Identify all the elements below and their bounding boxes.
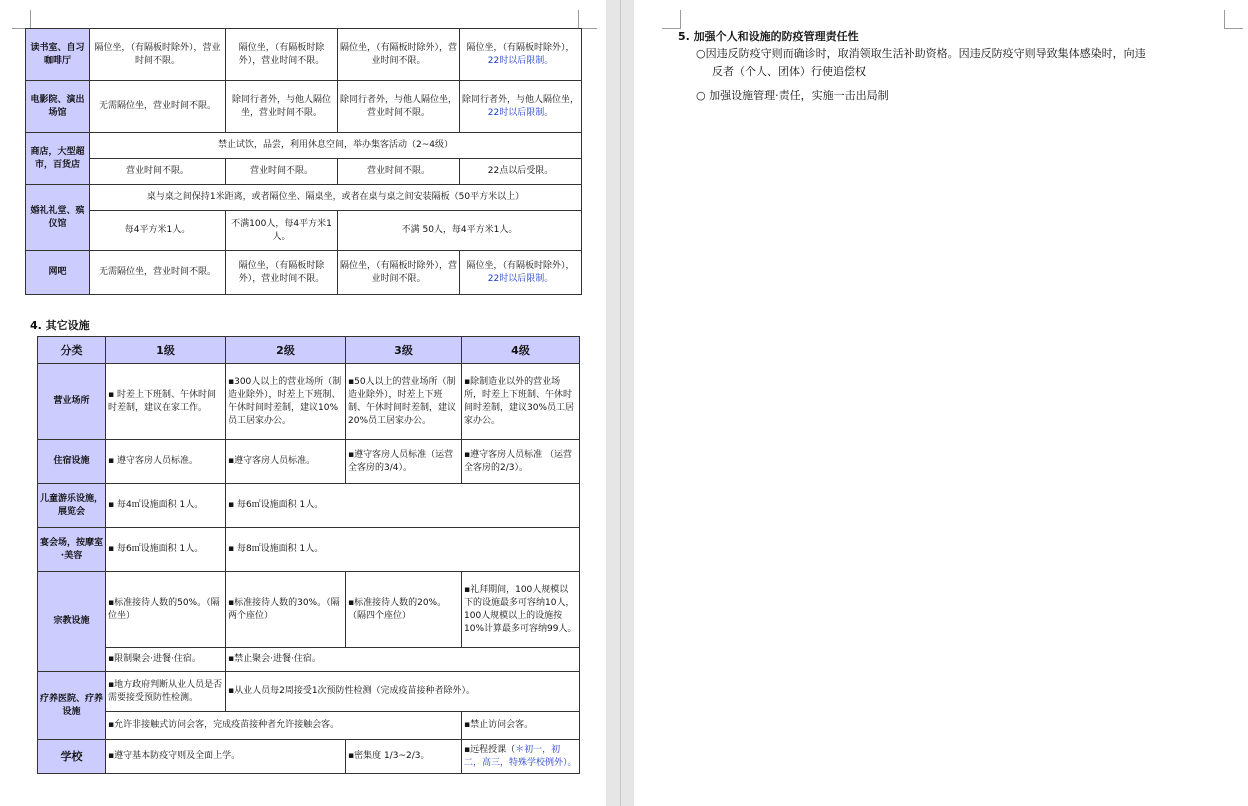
table-cell: ▪从业人员每2周接受1次预防性检测（完成疫苗接种者除外）。 [226, 672, 580, 712]
table-row [26, 185, 582, 211]
table-cell: ▪除制造业以外的营业场所，时差上下班制、午休时间时差制，建议30%员工居家办公。 [462, 364, 580, 440]
table-cell: 禁止试饮，品尝，利用休息空间，举办集客活动（2~4级） [90, 133, 582, 159]
cell-text: 隔位坐，（有隔板时除外）， [466, 42, 575, 53]
table-cell: ▪标准接待人数的20%。（隔四个座位） [346, 572, 462, 648]
table-cell: ▪ 每8㎡设施面积 1人。 [226, 528, 580, 572]
row-label: 读书室、自习咖啡厅 [26, 29, 90, 81]
table-cell [460, 251, 582, 295]
table-cell: ▪300人以上的营业场所（制造业除外），时差上下班制、午休时间时差制，建议10%员工居家办公。 [226, 364, 346, 440]
table-cell: 隔位坐，（有隔板时除外），营业时间不限。 [226, 29, 338, 81]
table-cell: ▪允许非接触式访问会客，完成疫苗接种者允许接触会客。 [106, 712, 462, 740]
row-label: 宗教设施 [38, 572, 106, 672]
table-cell: ▪礼拜期间，100人规模以下的设施最多可容纳10人，100人规模以上的设施按10%计算最多可容纳99人。 [462, 572, 580, 648]
table-row [38, 528, 580, 572]
cell-text: ▪远程授课（ [464, 744, 516, 755]
row-label: 儿童游乐设施，展览会 [38, 484, 106, 528]
table-row [26, 81, 582, 133]
table-row [38, 484, 580, 528]
table-cell: 隔位坐，（有隔板时除外），营业时间不限。 [90, 29, 226, 81]
table-row [38, 648, 580, 672]
row-label: 商店，大型超市，百货店 [26, 133, 90, 185]
column-header: 4级 [462, 337, 580, 364]
table-cell: 无需隔位坐，营业时间不限。 [90, 81, 226, 133]
row-label: 学校 [38, 740, 106, 774]
table-cell: ▪地方政府判断从业人员是否需要接受预防性检测。 [106, 672, 226, 712]
table-cell [460, 29, 582, 81]
cell-text-highlight: 22时以后限制。 [487, 107, 554, 118]
section-heading: 5. 加强个人和设施的防疫管理责任性 [678, 30, 859, 43]
margin-corner-mark [1224, 10, 1243, 29]
facility-table-1 [25, 28, 582, 295]
table-cell: 桌与桌之间保持1米距离，或者隔位坐、隔桌坐，或者在桌与桌之间安装隔板（50平方米以上） [90, 185, 582, 211]
table-row [38, 672, 580, 712]
row-label: 营业场所 [38, 364, 106, 440]
table-cell: 营业时间不限。 [338, 159, 460, 185]
table-cell: ▪密集度 1/3~2/3。 [346, 740, 462, 774]
table-cell: ▪禁止聚会·进餐·住宿。 [226, 648, 580, 672]
table-cell: ▪ 遵守客房人员标准。 [106, 440, 226, 484]
table-cell: 无需隔位坐，营业时间不限。 [90, 251, 226, 295]
table-cell: ▪标准接待人数的30%。（隔两个座位） [226, 572, 346, 648]
cell-text: 除同行者外，与他人隔位坐， [462, 94, 580, 105]
section-heading: 4. 其它设施 [30, 319, 90, 332]
cell-text-highlight: 22时以后限制。 [487, 273, 554, 284]
document-page-left [0, 0, 606, 806]
row-label: 宴会场，按摩室·美容 [38, 528, 106, 572]
table-cell: ▪遵守客房人员标准 （运营全客房的2/3）。 [462, 440, 580, 484]
table-header-row [38, 337, 580, 364]
cell-text: 隔位坐，（有隔板时除外）， [466, 260, 575, 271]
table-cell: 不满100人，每4平方米1人。 [226, 211, 338, 251]
margin-corner-mark [12, 10, 31, 29]
table-cell: ▪ 时差上下班制、午休时间时差制，建议在家工作。 [106, 364, 226, 440]
table-row [26, 133, 582, 159]
table-cell: 每4平方米1人。 [90, 211, 226, 251]
table-row [38, 572, 580, 648]
page-gap-divider [620, 0, 621, 806]
row-label: 住宿设施 [38, 440, 106, 484]
table-cell: ▪遵守基本防疫守则及全面上学。 [106, 740, 346, 774]
bullet-text: ○因违反防疫守则而确诊时，取消领取生活补助资格。因违反防疫守则导致集体感染时，向违 [696, 47, 1146, 60]
table-cell: 除同行者外，与他人隔位坐，营业时间不限。 [226, 81, 338, 133]
column-header: 3级 [346, 337, 462, 364]
table-cell: ▪ 每6㎡设施面积 1人。 [106, 528, 226, 572]
document-page-right [634, 0, 1248, 806]
table-cell [462, 740, 580, 774]
table-row [26, 159, 582, 185]
table-cell: ▪ 每4㎡设施面积 1人。 [106, 484, 226, 528]
table-cell: 不满 50人，每4平方米1人。 [338, 211, 582, 251]
table-cell: ▪标准接待人数的50%。（隔位坐） [106, 572, 226, 648]
table-row [38, 740, 580, 774]
cell-text-highlight: ＊初一，初二，高三，特殊学校例外）。 [464, 744, 577, 768]
table-cell: ▪50人以上的营业场所（制造业除外），时差上下班制、午休时间时差制，建议20%员工居家办公。 [346, 364, 462, 440]
column-header: 2级 [226, 337, 346, 364]
table-cell: 隔位坐，（有隔板时除外），营业时间不限。 [338, 29, 460, 81]
table-cell: 除同行者外，与他人隔位坐，营业时间不限。 [338, 81, 460, 133]
table-cell: ▪限制聚会·进餐·住宿。 [106, 648, 226, 672]
table-row [38, 364, 580, 440]
table-row [26, 29, 582, 81]
column-header: 1级 [106, 337, 226, 364]
margin-corner-mark [662, 10, 681, 29]
table-row [26, 211, 582, 251]
column-header: 分类 [38, 337, 106, 364]
cell-text-highlight: 22时以后限制。 [487, 55, 554, 66]
row-label: 疗养医院、疗养设施 [38, 672, 106, 740]
row-label: 电影院、演出场馆 [26, 81, 90, 133]
table-row [26, 251, 582, 295]
table-cell: 营业时间不限。 [226, 159, 338, 185]
table-cell [460, 81, 582, 133]
table-cell: ▪遵守客房人员标准。 [226, 440, 346, 484]
table-row [38, 440, 580, 484]
margin-corner-mark [578, 10, 597, 29]
bullet-text: 反者（个人、团体）行使追偿权 [712, 65, 866, 78]
table-cell: 营业时间不限。 [90, 159, 226, 185]
table-cell: 22点以后受限。 [460, 159, 582, 185]
facility-table-2 [37, 336, 580, 774]
table-cell: ▪遵守客房人员标准（运营全客房的3/4）。 [346, 440, 462, 484]
bullet-text: ○ 加强设施管理·责任，实施一击出局制 [696, 89, 889, 102]
table-row [38, 712, 580, 740]
row-label: 网吧 [26, 251, 90, 295]
table-cell: 隔位坐，（有隔板时除外），营业时间不限。 [226, 251, 338, 295]
table-cell: ▪ 每6㎡设施面积 1人。 [226, 484, 580, 528]
table-cell: 隔位坐，（有隔板时除外），营业时间不限。 [338, 251, 460, 295]
row-label: 婚礼礼堂、殡仪馆 [26, 185, 90, 251]
table-cell: ▪禁止访问会客。 [462, 712, 580, 740]
